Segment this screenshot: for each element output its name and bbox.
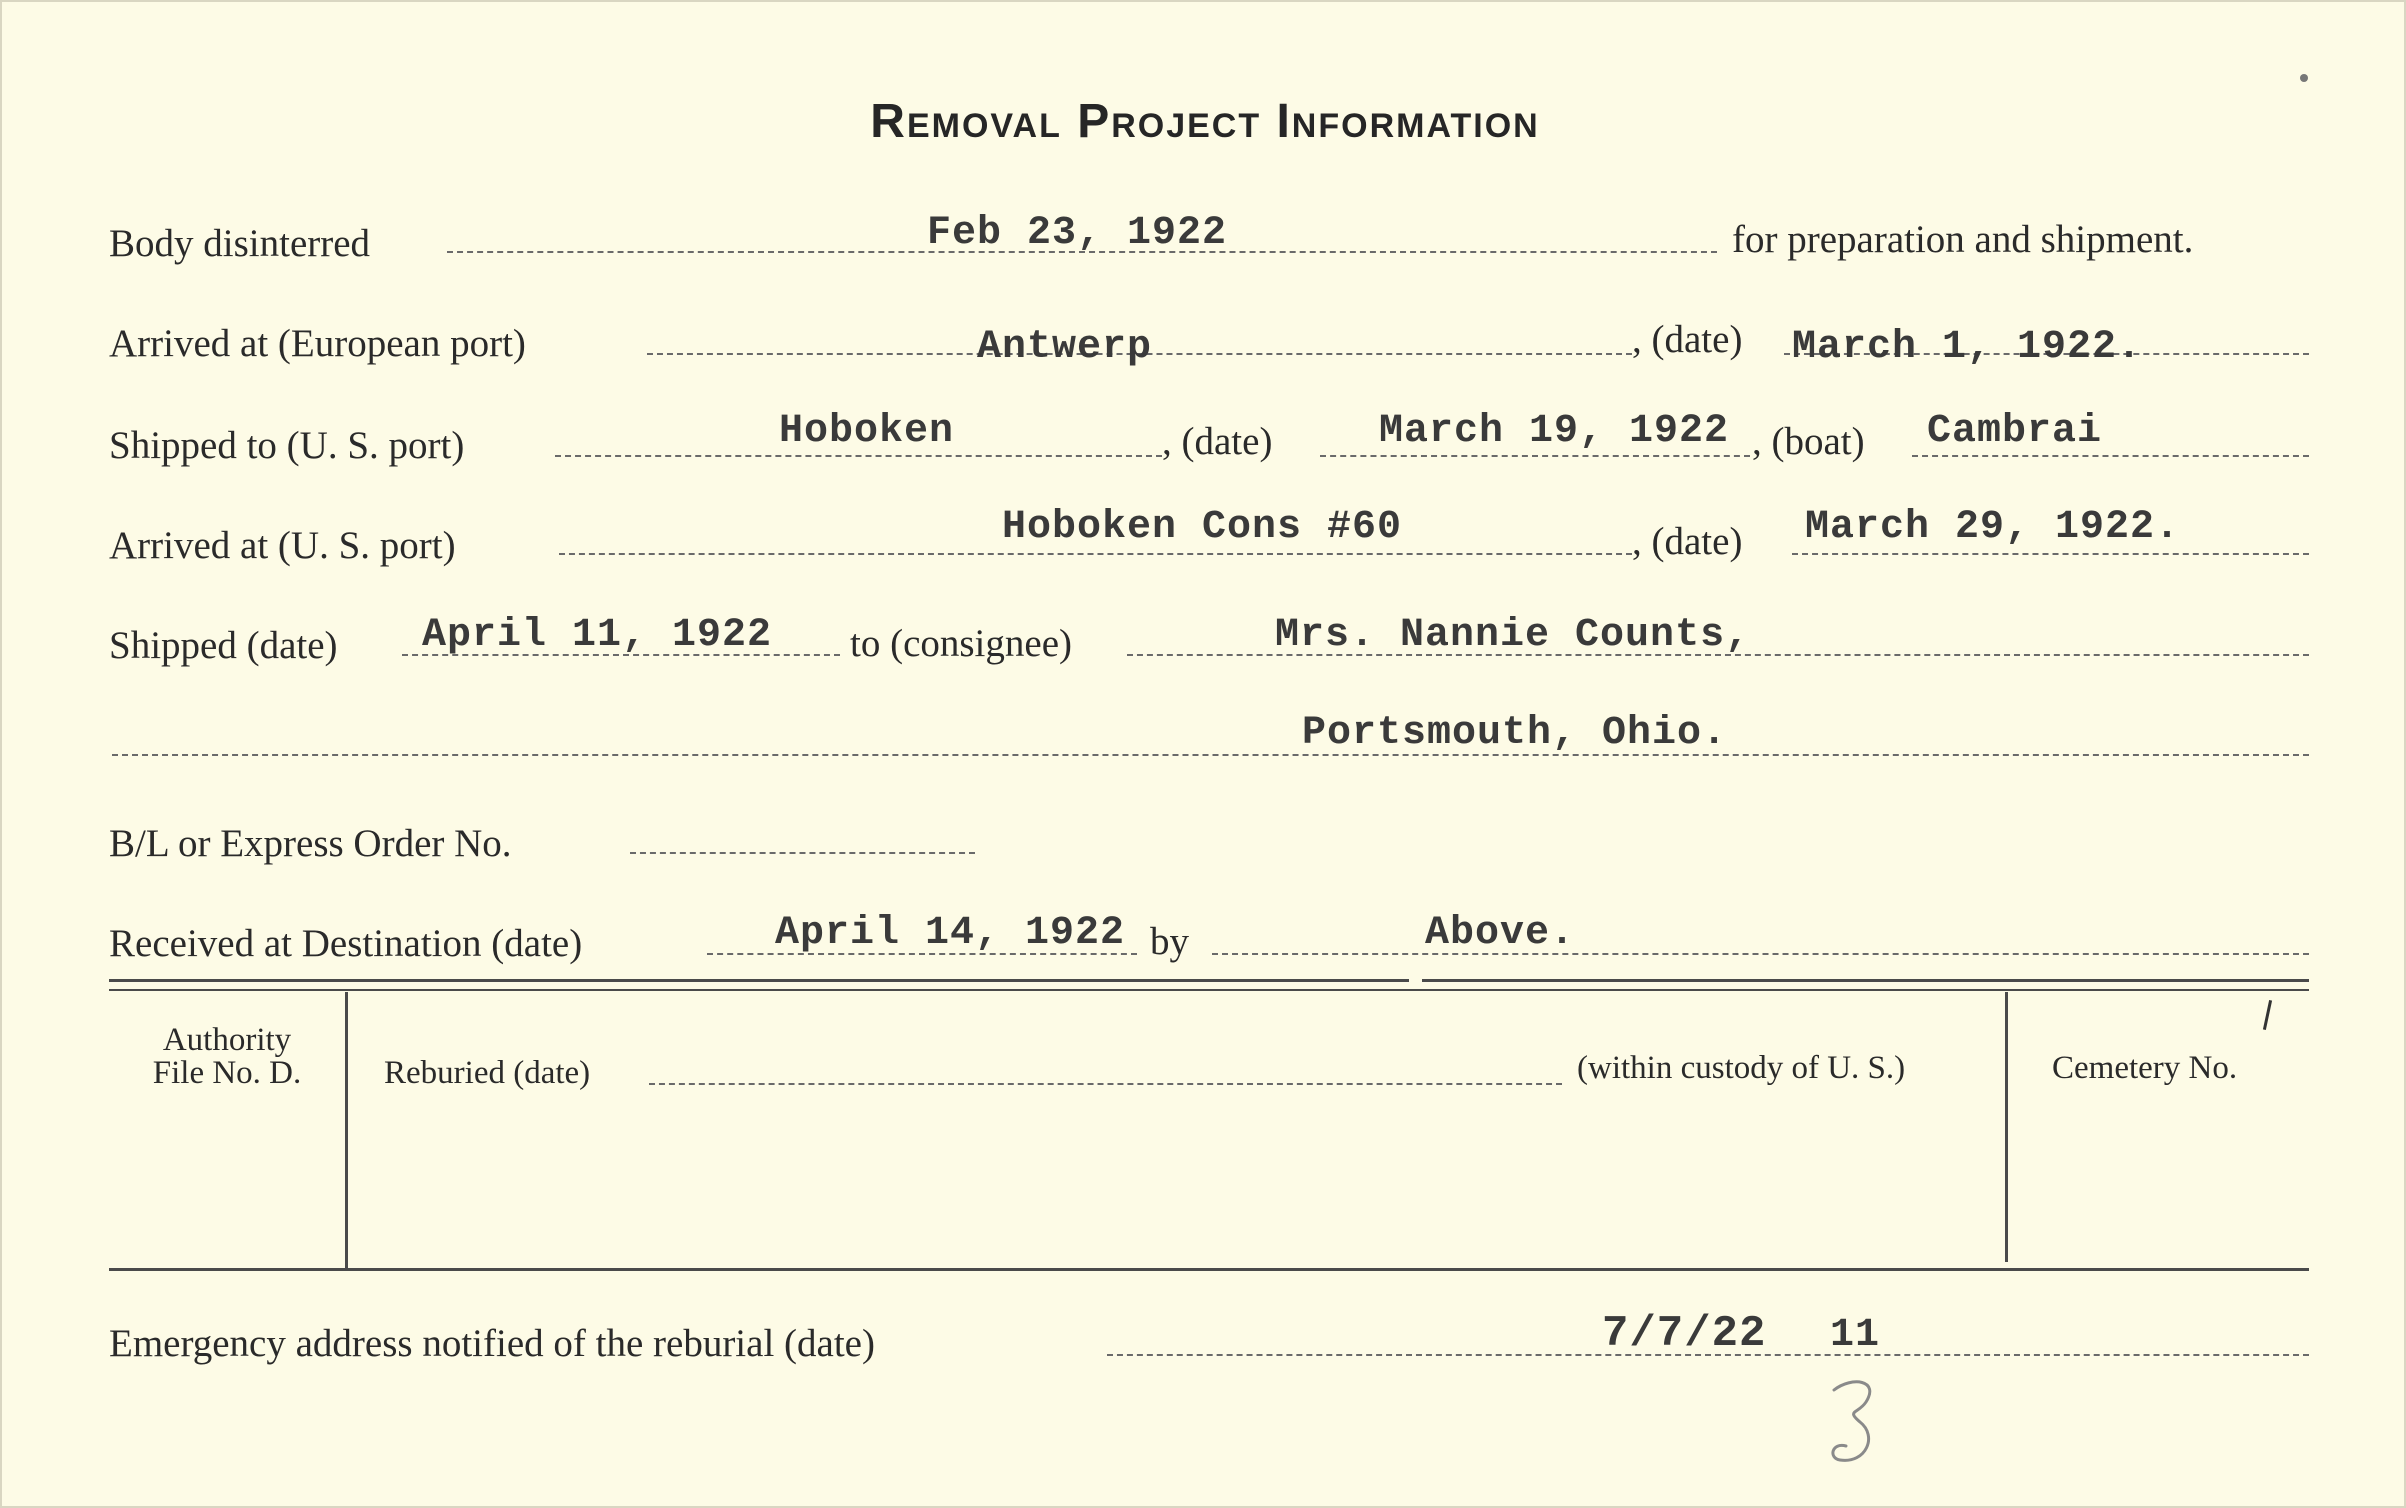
body-disinterred-label: Body disinterred [109, 222, 371, 265]
bl-express-order-line [630, 852, 975, 854]
bl-express-order-label: B/L or Express Order No. [109, 822, 512, 865]
boat-value: Cambrai [1927, 409, 2103, 454]
boat-line [1912, 455, 2309, 457]
consignee-label: to (consignee) [850, 622, 1073, 665]
reburied-date-line [649, 1083, 1562, 1085]
us-ship-date-value: March 19, 1922 [1379, 409, 1730, 454]
us-ship-date-line [1320, 455, 1750, 457]
us-arrival-date-value: March 29, 1922. [1805, 505, 2181, 550]
table-bottom-rule [109, 1268, 2309, 1271]
cemetery-no-label: Cemetery No. [2052, 1050, 2238, 1086]
pencil-tick-mark [2263, 1000, 2272, 1030]
us-port-shipped-line [555, 455, 1162, 457]
us-port-shipped-value: Hoboken [779, 409, 955, 454]
us-ship-date-label: , (date) [1162, 420, 1273, 463]
arrived-us-port-label: Arrived at (U. S. port) [109, 524, 456, 567]
received-by-value: Above. [1425, 911, 1576, 956]
table-top-rule-right [1422, 979, 2309, 982]
handwritten-pencil-mark [1822, 1372, 1892, 1472]
shipped-date-label: Shipped (date) [109, 624, 338, 667]
emergency-date-value: 7/7/22 [1602, 1309, 1767, 1359]
european-arrival-date-value: March 1, 1922. [1792, 325, 2143, 370]
received-by-label: by [1150, 920, 1189, 963]
european-date-label: , (date) [1632, 318, 1743, 361]
us-arrival-date-label: , (date) [1632, 520, 1743, 563]
received-at-destination-label: Received at Destination (date) [109, 922, 583, 965]
us-port-arrived-value: Hoboken Cons #60 [1002, 505, 1403, 550]
authority-label-line-1: Authority [162, 1022, 292, 1058]
table-divider-right [2005, 992, 2008, 1262]
us-arrival-date-line [1792, 553, 2309, 555]
received-by-line [1212, 953, 2309, 955]
boat-label: , (boat) [1752, 420, 1865, 463]
consignee-address-line [112, 754, 2309, 756]
disinterred-date-value: Feb 23, 1922 [927, 211, 1228, 256]
table-divider-left [345, 992, 348, 1270]
custody-label: (within custody of U. S.) [1577, 1050, 1906, 1086]
european-port-value: Antwerp [977, 325, 1153, 370]
shipped-to-us-port-label: Shipped to (U. S. port) [109, 424, 465, 467]
consignee-address-value: Portsmouth, Ohio. [1302, 711, 1728, 756]
authority-label-line-2: File No. D. [152, 1055, 302, 1091]
received-date-value: April 14, 1922 [775, 911, 1126, 956]
emergency-initials-value: 11 [1830, 1313, 1881, 1358]
emergency-address-label: Emergency address notified of the reburial (date) [109, 1322, 875, 1365]
reburied-date-label: Reburied (date) [384, 1055, 591, 1091]
stray-ink-mark [2300, 74, 2308, 82]
arrived-european-port-label: Arrived at (European port) [109, 322, 526, 365]
table-top-rule-inner [109, 989, 2309, 991]
consignee-value: Mrs. Nannie Counts, [1275, 613, 1751, 658]
form-title: Removal Project Information [870, 95, 1540, 148]
preparation-label: for preparation and shipment. [1732, 218, 2194, 261]
table-top-rule-left [109, 979, 1409, 982]
us-port-arrived-line [559, 553, 1632, 555]
shipped-date-value: April 11, 1922 [422, 613, 773, 658]
